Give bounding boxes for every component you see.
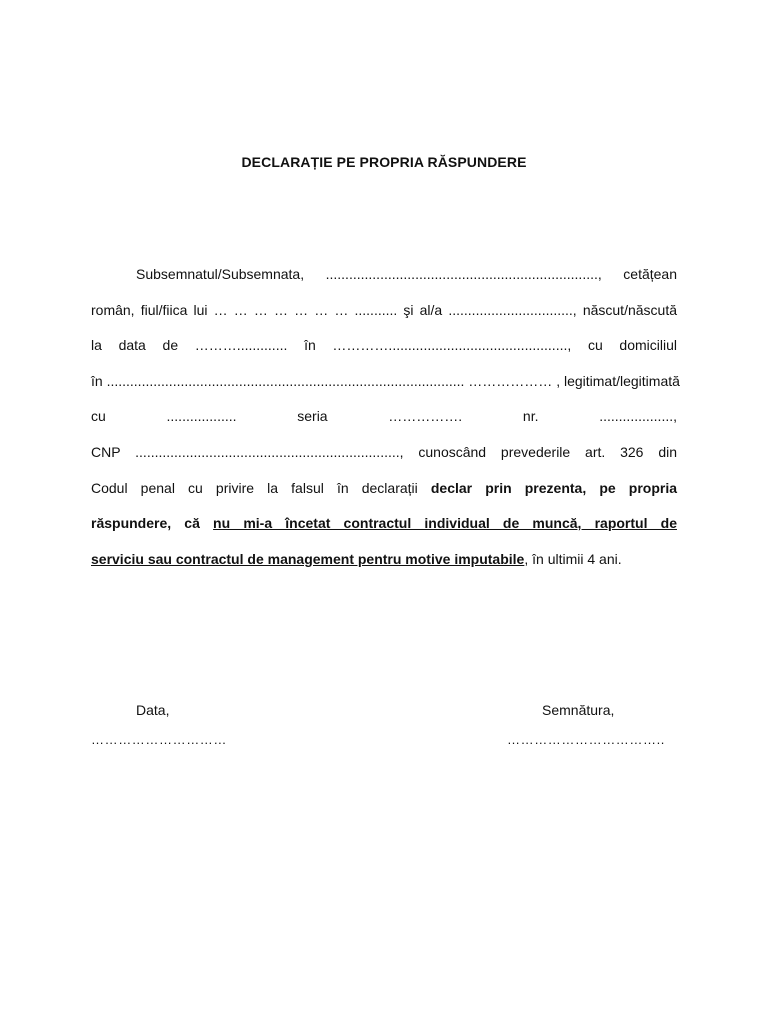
signature-dots: …………………………….. bbox=[507, 732, 666, 747]
paragraph-line-8-underlined: nu mi-a încetat contractul individual de muncă, raportul de bbox=[213, 515, 677, 531]
signature-label: Semnătura, bbox=[542, 702, 615, 718]
paragraph-line-5: cu .................. seria ……………. nr. ..................., bbox=[91, 408, 677, 424]
paragraph-line-9-underlined: serviciu sau contractul de management pentru motive imputabile bbox=[91, 551, 525, 567]
document-title: DECLARAȚIE PE PROPRIA RĂSPUNDERE bbox=[241, 154, 527, 170]
paragraph-line-3: la data de ………............. în ………….............................................., cu domiciliul bbox=[91, 337, 677, 353]
paragraph-line-9 bbox=[91, 549, 677, 569]
paragraph-line-9-text: , în ultimii 4 ani. bbox=[524, 551, 622, 567]
paragraph-line-1: Subsemnatul/Subsemnata, ......................................................................, cetățean bbox=[136, 266, 677, 282]
paragraph-line-6: CNP ...................................................................., cunoscând prevederile art. 326 din bbox=[91, 444, 677, 460]
paragraph-line-4: în ............................................................................................ ……………… , legitimat/legitimată bbox=[91, 373, 680, 389]
date-dots: ………………………… bbox=[91, 732, 227, 747]
paragraph-line-2: român, fiul/fiica lui … … … … … … … ........... şi al/a ................................, născut/născută bbox=[91, 302, 677, 318]
paragraph-line-7-bold: declar prin prezenta, pe propria bbox=[430, 480, 677, 496]
paragraph-line-8 bbox=[91, 513, 677, 533]
paragraph-line-7 bbox=[91, 478, 677, 498]
date-label: Data, bbox=[136, 702, 170, 718]
paragraph-line-8-bold: răspundere, că bbox=[91, 515, 214, 531]
paragraph-line-7-text: Codul penal cu privire la falsul în declarații bbox=[91, 480, 431, 496]
